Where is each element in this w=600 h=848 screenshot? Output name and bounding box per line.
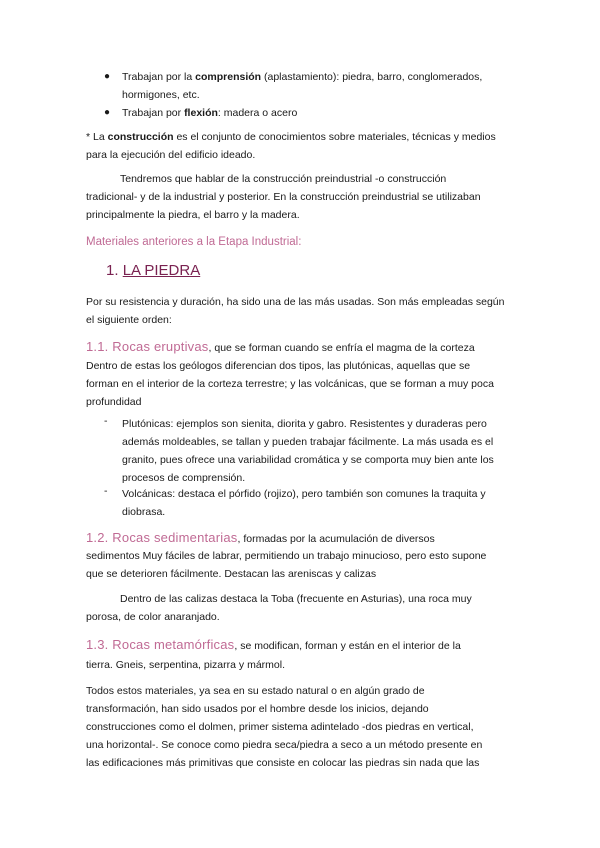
sub1-title: 1.1. Rocas eruptivas <box>86 339 209 354</box>
construccion-note: * La construcción es el conjunto de conocimientos sobre materiales, técnicas y medios para la ejecución del edificio ideado. <box>86 131 496 161</box>
sub2-title: 1.2. Rocas sedimentarias <box>86 530 238 545</box>
bullet-flexion: Trabajan por flexión: madera o acero <box>122 107 298 119</box>
intro-paragraph: Tendremos que hablar de la construcción preindustrial -o construcción tradicional- y de la industrial y posterior. En la construcción preindustrial se utilizaban principalmente la piedra, el barro y la madera. <box>86 173 481 221</box>
bullet-comprension: Trabajan por la comprensión (aplastamiento): piedra, barro, conglomerados, hormigones, etc. <box>122 71 483 101</box>
list-item-volcanicas: Volcánicas: destaca el pórfido (rojizo), pero también son comunes la traquita y diobrasa. <box>122 488 486 518</box>
bullet-icon: ● <box>104 71 111 82</box>
main-heading: 1. LA PIEDRA <box>106 262 201 279</box>
sub2-paragraph: Dentro de las calizas destaca la Toba (frecuente en Asturias), una roca muy porosa, de color anaranjado. <box>86 593 472 623</box>
sub3-text: tierra. Gneis, serpentina, pizarra y mármol. <box>86 659 285 671</box>
piedra-intro: Por su resistencia y duración, ha sido una de las más usadas. Son más empleadas según el siguiente orden: <box>86 296 505 326</box>
sub1-text: Dentro de estas los geólogos diferencian dos tipos, las plutónicas, aquellas que se forman en el interior de la corteza terrestre; y las volcánicas, que se forman a muy poca profundidad <box>86 360 494 408</box>
sub1-heading-line: 1.1. Rocas eruptivas, que se forman cuando se enfría el magma de la corteza <box>86 339 475 354</box>
sub2-text: sedimentos Muy fáciles de labrar, permitiendo un trabajo minucioso, pero esto supone que se deterioren fácilmente. Destacan las areniscas y calizas <box>86 550 487 580</box>
section-heading: Materiales anteriores a la Etapa Industrial: <box>86 236 302 248</box>
sub3-heading-line: 1.3. Rocas metamórficas, se modifican, forman y están en el interior de la <box>86 637 461 652</box>
sub3-title: 1.3. Rocas metamórficas <box>86 637 235 652</box>
dash-marker: - <box>104 415 108 427</box>
closing-paragraph: Todos estos materiales, ya sea en su estado natural o en algún grado de transformación, han sido usados por el hombre desde los inicios, dejando construcciones como el dolmen, primer sistema adintelado -dos piedras en vertical, una horizontal-. Se conoce como piedra seca/piedra a seco a un método presente en las edificaciones más primitivas que consiste en colocar las piedras sin nada que las <box>86 685 483 769</box>
dash-marker: - <box>104 485 108 497</box>
list-item-plutonicas: Plutónicas: ejemplos son sienita, diorita y gabro. Resistentes y duraderas pero además moldeables, se tallan y pueden trabajar fácilmente. La más usada es el granito, pues ofrece una variabilidad cromática y se comporta muy bien ante los procesos de comprensión. <box>122 418 494 484</box>
bullet-icon: ● <box>104 107 111 118</box>
sub2-heading-line: 1.2. Rocas sedimentarias, formadas por la acumulación de diversos <box>86 530 435 545</box>
